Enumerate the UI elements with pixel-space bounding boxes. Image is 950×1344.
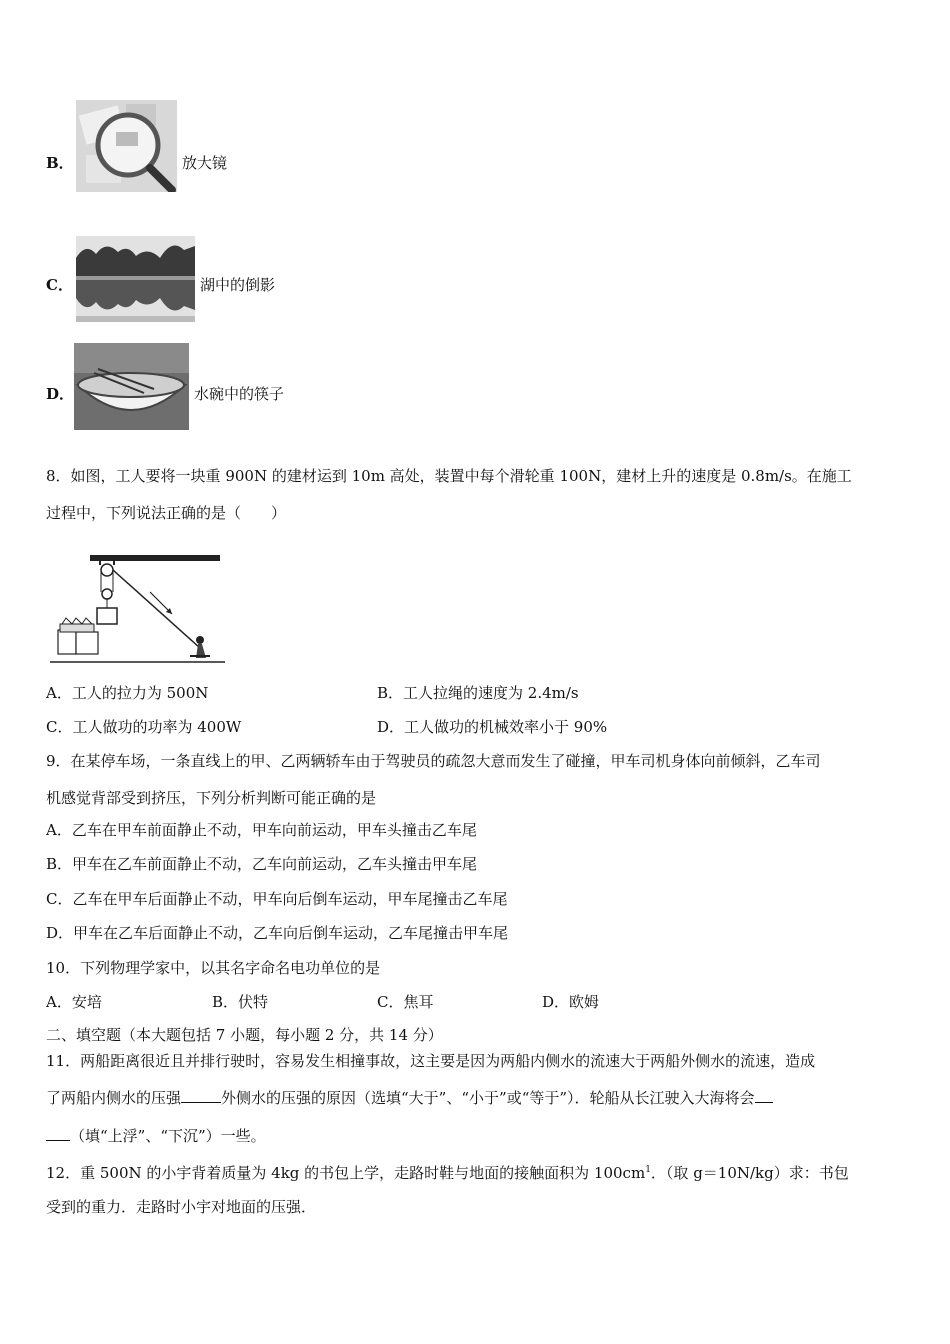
q8-option-c: C．工人做功的功率为 400W	[46, 718, 242, 736]
q10-stem: 10．下列物理学家中，以其名字命名电功单位的是	[46, 959, 381, 977]
q8-stem-line1: 8．如图，工人要将一块重 900N 的建材运到 10m 高处，装置中每个滑轮重 100N，建材上升的速度是 0.8m/s。在施工	[46, 467, 852, 485]
q11-stem-line3	[46, 1126, 266, 1146]
q9-option-c: C．乙车在甲车后面静止不动，甲车向后倒车运动，甲车尾撞击乙车尾	[46, 890, 508, 908]
lake-reflection-photo	[76, 236, 195, 322]
option-d-letter: D．	[46, 385, 75, 403]
q12-stem-line1	[46, 1160, 849, 1183]
q8-option-a: A．工人的拉力为 500N	[46, 684, 209, 702]
option-d-caption: 水碗中的筷子	[194, 385, 285, 403]
option-b-letter: B．	[46, 154, 74, 172]
q12-superscript: 1	[645, 1165, 651, 1175]
option-c-letter: C．	[46, 276, 73, 294]
q11-line2-part2: 外侧水的压强的原因（选填“大于”、“小于”或“等于”）．轮船从长江驶入大海将会	[221, 1089, 755, 1107]
pulley-diagram	[50, 552, 225, 668]
q10-option-b: B．伏特	[212, 993, 269, 1011]
option-b-caption: 放大镜	[182, 154, 228, 172]
q9-option-b: B．甲车在乙车前面静止不动，乙车向前运动，乙车头撞击甲车尾	[46, 855, 478, 873]
q10-option-c: C．焦耳	[377, 993, 434, 1011]
q11-line2-part1: 了两船内侧水的压强	[46, 1089, 182, 1107]
answer-blank[interactable]	[46, 1126, 70, 1141]
option-c-caption: 湖中的倒影	[200, 276, 276, 294]
q11-stem-line2	[46, 1088, 773, 1108]
q11-stem-line1: 11．两船距离很近且并排行驶时，容易发生相撞事故，这主要是因为两船内侧水的流速大于两船外侧水的流速，造成	[46, 1052, 816, 1070]
q8-option-d: D．工人做功的机械效率小于 90%	[377, 718, 608, 736]
q12-stem-line2: 受到的重力．走路时小宇对地面的压强．	[46, 1198, 317, 1216]
q12-line1-part2: ．（取 g＝10N/kg）求：书包	[650, 1164, 849, 1182]
q10-option-a: A．安培	[46, 993, 102, 1011]
q9-stem-line1: 9．在某停车场，一条直线上的甲、乙两辆轿车由于驾驶员的疏忽大意而发生了碰撞，甲车司机身体向前倾斜，乙车司	[46, 752, 821, 770]
q9-option-a: A．乙车在甲车前面静止不动，甲车向前运动，甲车头撞击乙车尾	[46, 821, 477, 839]
q9-stem-line2: 机感觉背部受到挤压，下列分析判断可能正确的是	[46, 789, 377, 807]
q12-line1-part1: 12．重 500N 的小宇背着质量为 4kg 的书包上学，走路时鞋与地面的接触面积为 100cm	[46, 1164, 646, 1182]
chopsticks-bowl-photo	[74, 343, 189, 430]
magnifier-photo	[76, 100, 177, 192]
answer-blank[interactable]	[755, 1088, 773, 1103]
q10-option-d: D．欧姆	[542, 993, 600, 1011]
section-heading: 二、填空题（本大题包括 7 小题，每小题 2 分，共 14 分）	[46, 1026, 443, 1044]
q8-option-b: B．工人拉绳的速度为 2.4m/s	[377, 684, 579, 702]
q8-stem-line2: 过程中，下列说法正确的是（ ）	[46, 504, 287, 522]
q11-line3-text: （填“上浮”、“下沉”）一些。	[70, 1127, 266, 1145]
q9-option-d: D．甲车在乙车后面静止不动，乙车向后倒车运动，乙车尾撞击甲车尾	[46, 924, 509, 942]
answer-blank[interactable]	[181, 1088, 221, 1103]
